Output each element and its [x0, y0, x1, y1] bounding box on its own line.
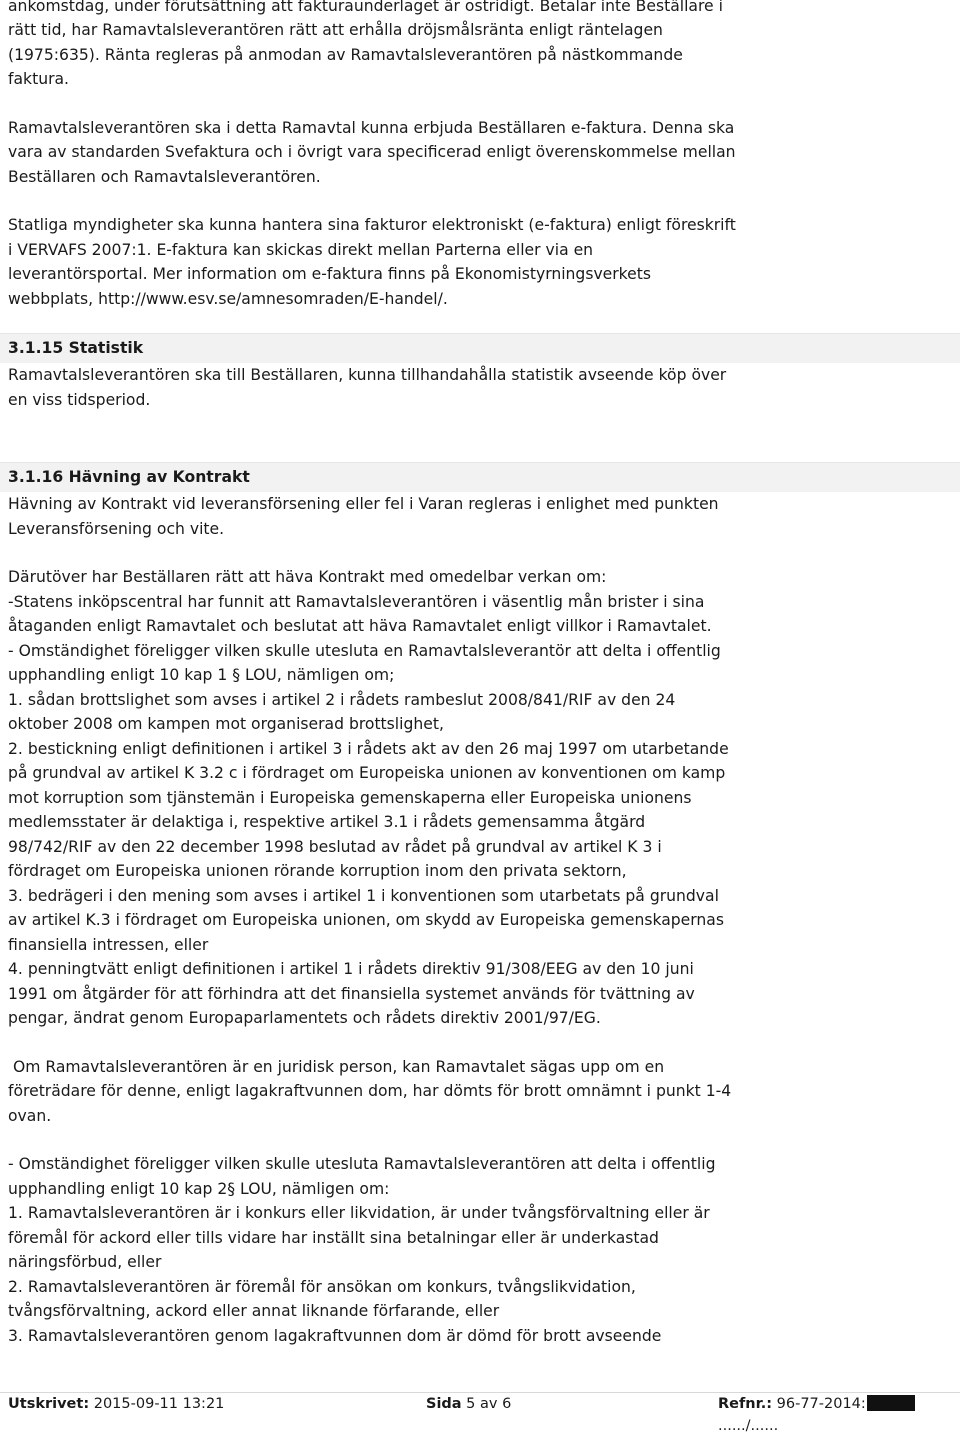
- footer-page-label: Sida: [426, 1396, 462, 1412]
- text-line: 2. Ramavtalsleverantören är föremål för ansökan om konkurs, tvångslikvidation,: [8, 1277, 636, 1296]
- text-line: upphandling enligt 10 kap 1 § LOU, nämligen om;: [8, 666, 395, 684]
- paragraph-efaktura: [0, 116, 960, 190]
- footer-reference: [718, 1393, 960, 1437]
- footer-page-number: [426, 1393, 511, 1415]
- footer-ref-value: 96-77-2014:: [772, 1396, 866, 1412]
- text-line: tvångsförvaltning, ackord eller annat liknande förfarande, eller: [8, 1302, 500, 1320]
- text-line: leverantörsportal. Mer information om e-faktura finns på Ekonomistyrningsverkets: [8, 265, 651, 283]
- text-line: ovan.: [8, 1106, 52, 1125]
- footer-page-value: 5 av 6: [461, 1396, 512, 1412]
- text-line: faktura.: [8, 70, 69, 88]
- text-line: Därutöver har Beställaren rätt att häva Kontrakt med omedelbar verkan om:: [8, 568, 607, 586]
- section-heading-havning: 3.1.16 Hävning av Kontrakt: [0, 462, 960, 492]
- text-line: - Omständighet föreligger vilken skulle utesluta Ramavtalsleverantören att delta i offentlig: [8, 1155, 716, 1173]
- footer-ref-label: Refnr.:: [718, 1396, 773, 1412]
- text-line: Ramavtalsleverantören ska i detta Ramavtal kunna erbjuda Beställaren e-faktura. Denna ska: [8, 118, 735, 137]
- paragraph-havning: [0, 492, 960, 541]
- paragraph-darutover: [0, 565, 960, 1031]
- paragraph-intro: [0, 0, 960, 92]
- text-line: Om Ramavtalsleverantören är en juridisk person, kan Ramavtalet sägas upp om en: [8, 1057, 665, 1076]
- text-line: 4. penningtvätt enligt definitionen i artikel 1 i rådets direktiv 91/308/EEG av den 10 juni: [8, 960, 694, 978]
- text-line: föremål för ackord eller tills vidare har inställt sina betalningar eller är underkastad: [8, 1228, 659, 1247]
- text-line: 98/742/RIF av den 22 december 1998 beslutad av rådet på grundval av artikel K 3 i: [8, 837, 662, 856]
- text-line: 1. sådan brottslighet som avses i artikel 2 i rådets rambeslut 2008/841/RIF av den 24: [8, 690, 676, 709]
- text-line: Beställaren och Ramavtalsleverantören.: [8, 167, 321, 186]
- text-line: rätt tid, har Ramavtalsleverantören rätt att erhålla dröjsmålsränta enligt räntelagen: [8, 21, 663, 39]
- text-line: medlemsstater är delaktiga i, respektive artikel 3.1 i rådets gemensamma åtgärd: [8, 813, 646, 831]
- text-line: pengar, ändrat genom Europaparlamentets och rådets direktiv 2001/97/EG.: [8, 1009, 601, 1027]
- paragraph-statistik: [0, 363, 960, 412]
- text-line: i VERVAFS 2007:1. E-faktura kan skickas direkt mellan Parterna eller via en: [8, 240, 594, 259]
- text-line: 1991 om åtgärder för att förhindra att det finansiella systemet används för tvättning av: [8, 984, 695, 1003]
- text-line: vara av standarden Svefaktura och i övrigt vara specificerad enligt överenskommelse mellan: [8, 143, 736, 161]
- footer-printed-label: Utskrivet:: [8, 1396, 90, 1412]
- page-footer: [0, 1392, 960, 1434]
- text-line: företrädare för denne, enligt lagakraftvunnen dom, har dömts för brott omnämnt i punkt 1-4: [8, 1082, 732, 1100]
- footer-printed: [8, 1393, 224, 1415]
- footer-printed-value: 2015-09-11 13:21: [89, 1396, 225, 1412]
- redaction-block: [867, 1395, 915, 1411]
- text-line: på grundval av artikel K 3.2 c i fördraget om Europeiska unionen av konventionen om kamp: [8, 764, 726, 782]
- text-line: 2. bestickning enligt definitionen i artikel 3 i rådets akt av den 26 maj 1997 om utarbetande: [8, 739, 729, 758]
- text-line: 3. bedrägeri i den mening som avses i artikel 1 i konventionen som utarbetats på grundval: [8, 886, 719, 905]
- text-line: finansiella intressen, eller: [8, 935, 209, 954]
- text-line: mot korruption som tjänstemän i Europeiska gemenskaperna eller Europeiska unionens: [8, 788, 692, 807]
- text-line: upphandling enligt 10 kap 2§ LOU, nämligen om:: [8, 1179, 390, 1198]
- text-line: av artikel K.3 i fördraget om Europeiska unionen, om skydd av Europeiska gemenskapernas: [8, 911, 724, 929]
- paragraph-juridisk: [0, 1055, 960, 1129]
- text-line: 3. Ramavtalsleverantören genom lagakraftvunnen dom är dömd för brott avseende: [8, 1326, 662, 1345]
- text-line: webbplats, http://www.esv.se/amnesomraden/E-handel/.: [8, 289, 448, 308]
- text-line: - Omständighet föreligger vilken skulle utesluta en Ramavtalsleverantör att delta i offentlig: [8, 641, 721, 660]
- paragraph-statliga: [0, 213, 960, 311]
- text-line: Ramavtalsleverantören ska till Beställaren, kunna tillhandahålla statistik avseende köp över: [8, 366, 727, 384]
- text-line: Leveransförsening och vite.: [8, 519, 225, 538]
- paragraph-omstandighet-2: [0, 1152, 960, 1348]
- text-line: Statliga myndigheter ska kunna hantera sina fakturor elektroniskt (e-faktura) enligt föreskrift: [8, 216, 736, 234]
- text-line: 1. Ramavtalsleverantören är i konkurs eller likvidation, är under tvångsförvaltning eller är: [8, 1204, 710, 1222]
- text-line: ankomstdag, under förutsättning att fakturaunderlaget är ostridigt. Betalar inte Beställare i: [8, 0, 723, 15]
- text-line: åtaganden enligt Ramavtalet och beslutat att häva Ramavtalet enligt villkor i Ramavtalet.: [8, 617, 712, 635]
- footer-ref-suffix: ....../......: [718, 1418, 779, 1434]
- section-heading-statistik: 3.1.15 Statistik: [0, 333, 960, 363]
- text-line: oktober 2008 om kampen mot organiserad brottslighet,: [8, 715, 444, 733]
- text-line: näringsförbud, eller: [8, 1253, 162, 1271]
- text-line: Hävning av Kontrakt vid leveransförsening eller fel i Varan regleras i enlighet med punkten: [8, 495, 719, 513]
- text-line: fördraget om Europeiska unionen rörande korruption inom den privata sektorn,: [8, 862, 627, 880]
- text-line: -Statens inköpscentral har funnit att Ramavtalsleverantören i väsentlig mån brister i sina: [8, 592, 705, 611]
- text-line: (1975:635). Ränta regleras på anmodan av Ramavtalsleverantören på nästkommande: [8, 45, 683, 64]
- text-line: en viss tidsperiod.: [8, 390, 151, 409]
